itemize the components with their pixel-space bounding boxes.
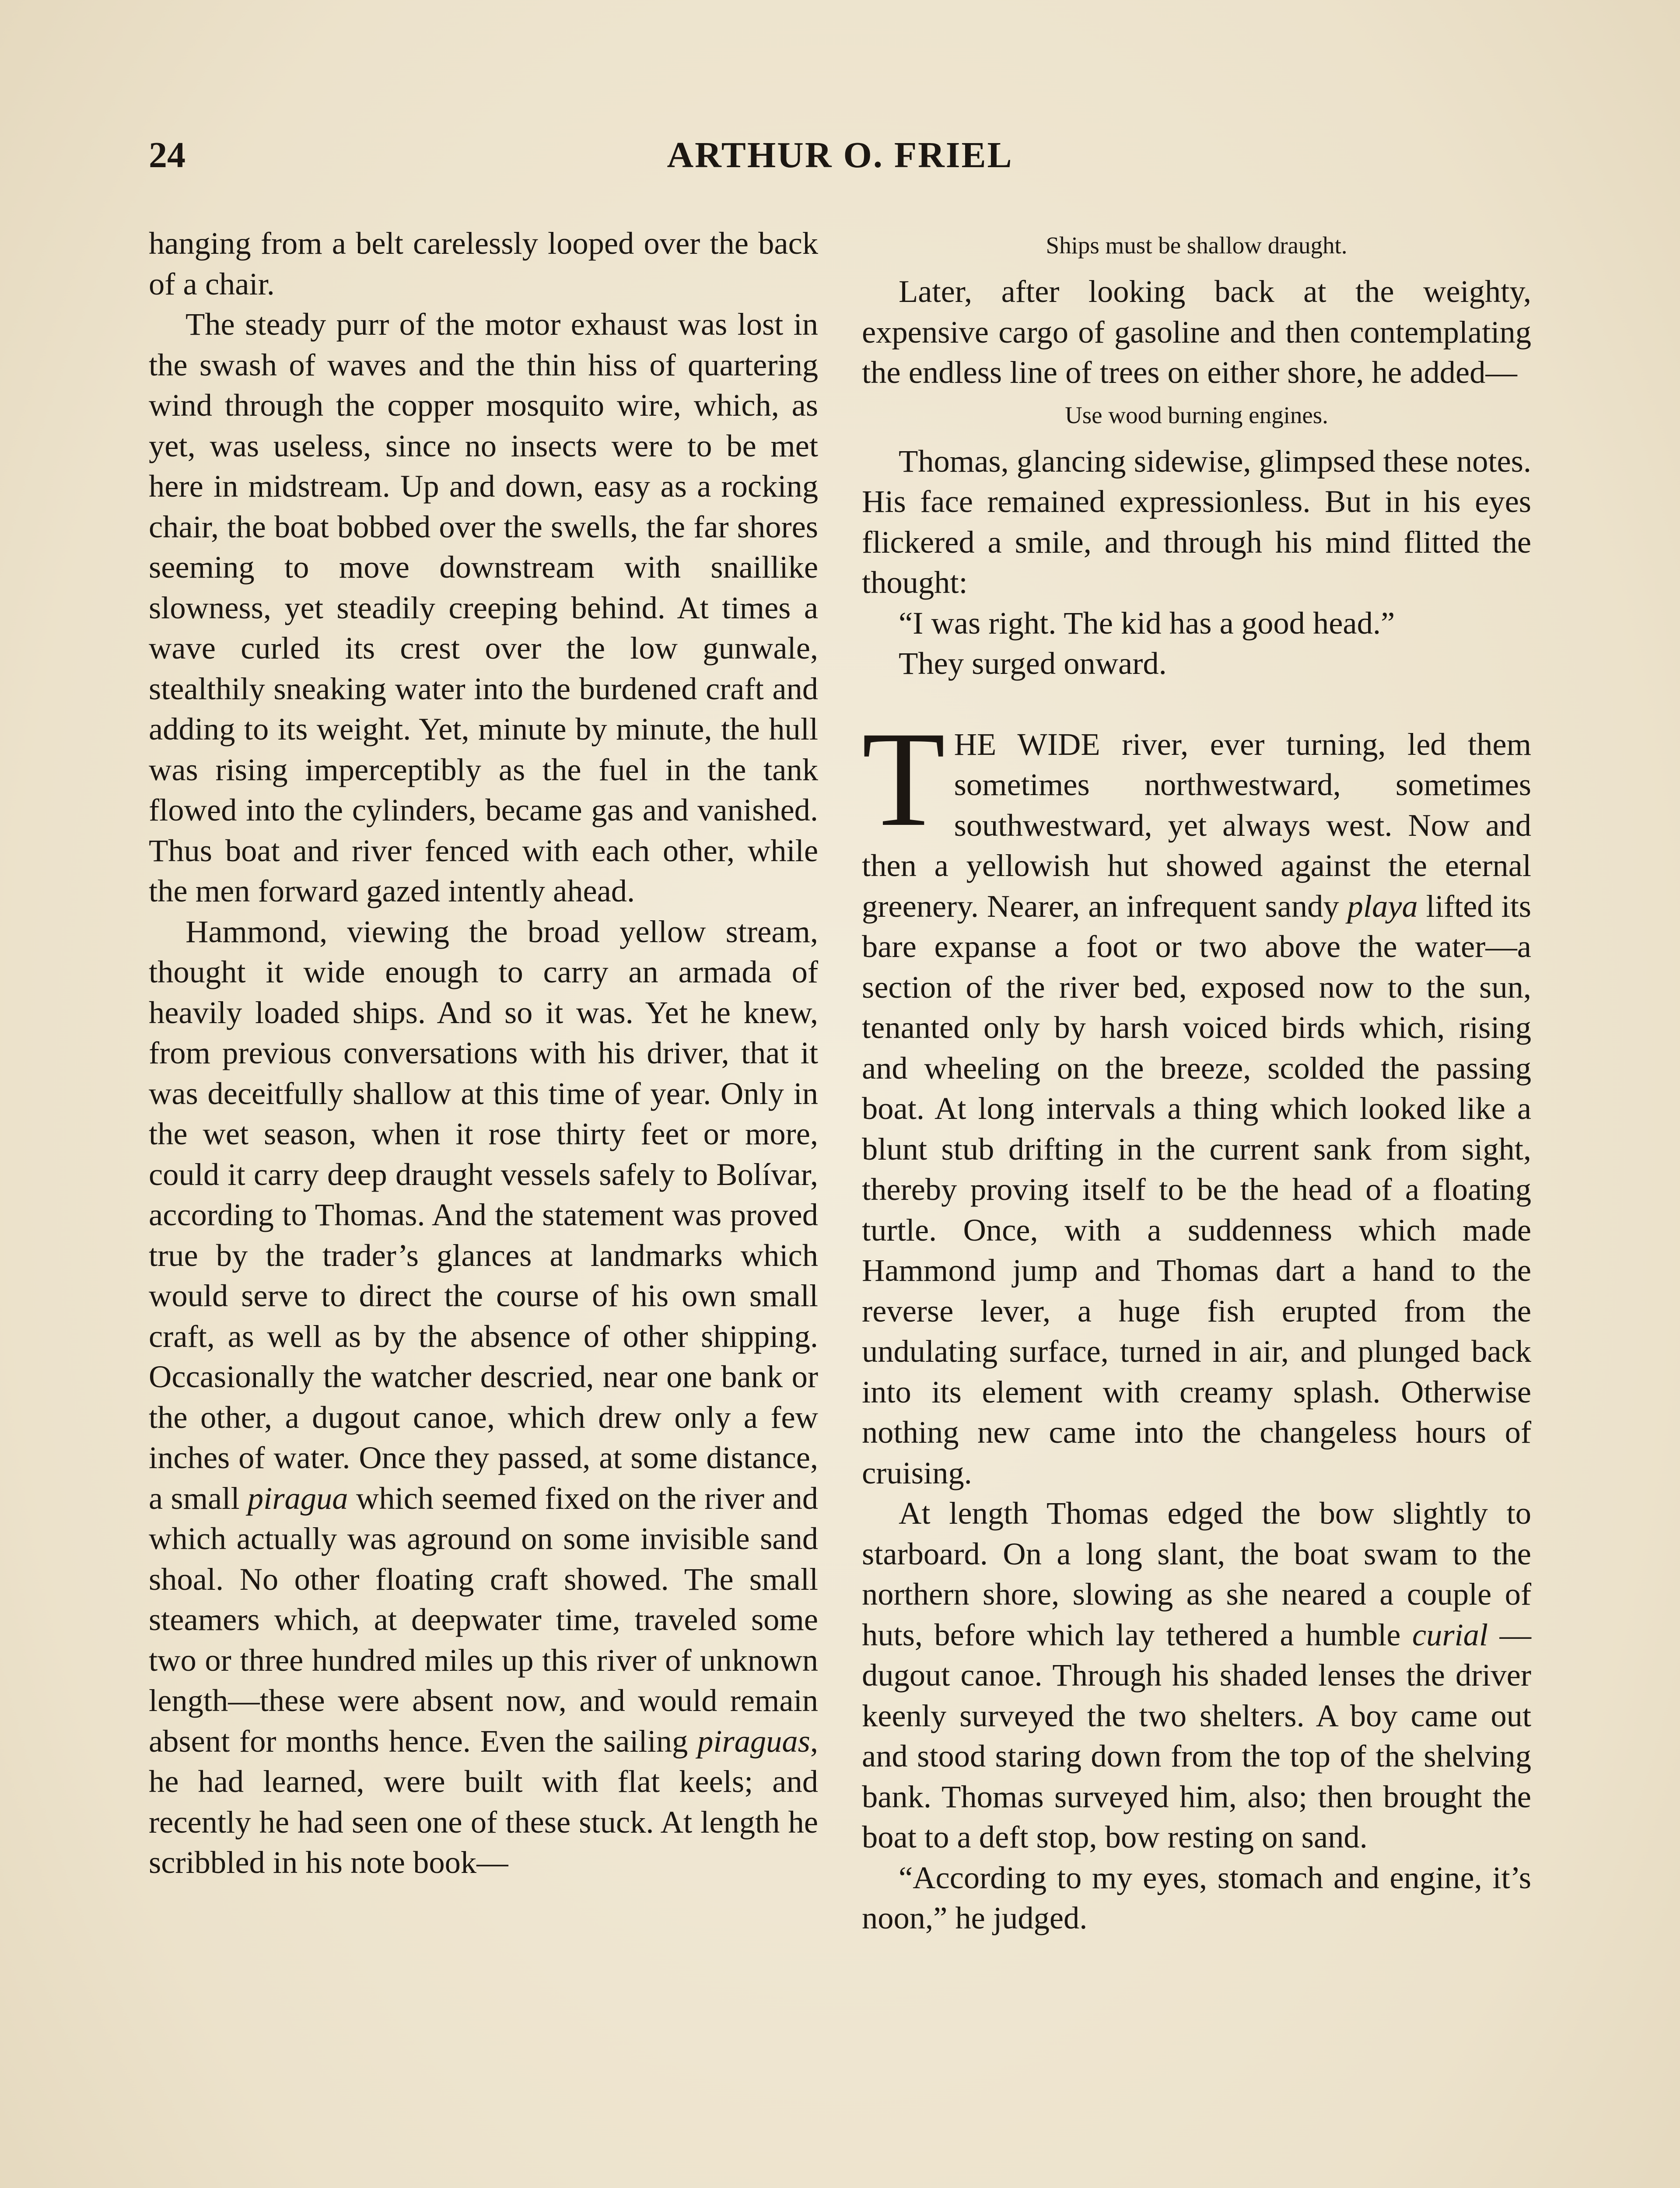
italic-word: curial <box>1412 1616 1488 1652</box>
drop-cap: T <box>862 703 945 855</box>
paragraph: Hammond, viewing the broad yellow stream, thought it wide enough to carry an armada of heavily loaded ships. And so it was. Yet he knew, from previous conversations with his driver, that it was deceitfully shallow at this time of year. Only in the wet season, when it rose thirty feet or more, could it carry deep draught vessels safely to Bolívar, according to Thomas. And the statement was proved true by the trader’s glances at landmarks which would serve to direct the course of his own small craft, as well as by the absence of other shipping. Occasionally the watcher descried, near one bank or the other, a dugout canoe, which drew only a few inches of water. Once they passed, at some distance, a small piragua which seemed fixed on the river and which actually was aground on some invisible sand shoal. No other floating craft showed. The small steamers which, at deepwater time, traveled some two or three hundred miles up this river of unknown length—these were absent now, and would remain absent for months hence. Even the sailing piraguas, he had learned, were built with flat keels; and recently he had seen one of these stuck. At length he scribbled in his note book— <box>149 913 818 1880</box>
paragraph: “I was right. The kid has a good head.” <box>899 605 1395 641</box>
page-number: 24 <box>149 135 186 175</box>
paragraph: The steady purr of the motor exhaust was lost in the swash of waves and the thin hiss of quartering wind through the copper mosquito wire, which, as yet, was useless, since no insects were to be met here in midstream. Up and down, easy as a rocking chair, the boat bobbed over the swells, the far shores seeming to move downstream with snaillike slowness, yet steadily creeping behind. At times a wave curled its crest over the low gunwale, stealthily sneaking water into the burdened craft and adding to its weight. Yet, minute by minute, the hull was rising imperceptibly as the fuel in the tank flowed into the cylinders, became gas and vanished. Thus boat and river fenced with each other, while the men forward gazed intently ahead. <box>149 306 818 908</box>
section-opening-paragraph: THE WIDE river, ever turning, led them sometimes northwestward, sometimes southwestward, yet always west. Now and then a yellowish hut showed against the eternal greenery. Nearer, an infrequent sandy playa lifted its bare expanse a foot or two above the water—a section of the river bed, exposed now to the sun, tenanted only by harsh voiced birds which, rising and wheeling on the breeze, scolded the passing boat. At long intervals a thing which looked like a blunt stub drifting in the current sank from sight, thereby proving itself to be the head of a floating turtle. Once, with a suddenness which made Hammond jump and Thomas dart a hand to the reverse lever, a huge fish erupted from the undulating surface, turned in air, and plunged back into its element with creamy splash. Otherwise nothing new came into the changeless hours of cruising. <box>862 703 1531 1490</box>
paragraph: Thomas, glancing sidewise, glimpsed these notes. His face remained expressionless. But in his eyes flickered a smile, and through his mind flitted the thought: <box>862 443 1531 600</box>
notebook-entry: Use wood burning engines. <box>1065 401 1328 428</box>
paragraph: “According to my eyes, stomach and engine, it’s noon,” he judged. <box>862 1859 1531 1936</box>
italic-word: piraguas <box>697 1723 810 1759</box>
left-column <box>149 223 818 1883</box>
paragraph: They surged onward. <box>899 645 1167 681</box>
section-break <box>862 684 1531 724</box>
lead-in-caps: HE WIDE <box>954 726 1100 762</box>
paragraph: At length Thomas edged the bow slightly to starboard. On a long slant, the boat swam to the northern shore, slowing as she neared a couple of huts, before which lay tethered a humble curial —dugout canoe. Through his shaded lenses the driver keenly surveyed the two shelters. A boy came out and stood staring down from the top of the shelving bank. Thomas surveyed him, also; then brought the boat to a deft stop, bow resting on sand. <box>862 1495 1531 1855</box>
paragraph: Later, after looking back at the weighty, expensive cargo of gasoline and then contemplating the endless line of trees on either shore, he added— <box>862 274 1531 390</box>
right-column <box>862 223 1531 1939</box>
page-header <box>149 131 1531 179</box>
notebook-entry: Ships must be shallow draught. <box>1046 232 1348 259</box>
italic-word: playa <box>1347 888 1418 924</box>
running-head: ARTHUR O. FRIEL <box>667 135 1013 175</box>
paragraph: hanging from a belt carelessly looped over the back of a chair. <box>149 225 818 302</box>
italic-word: piragua <box>247 1480 348 1516</box>
